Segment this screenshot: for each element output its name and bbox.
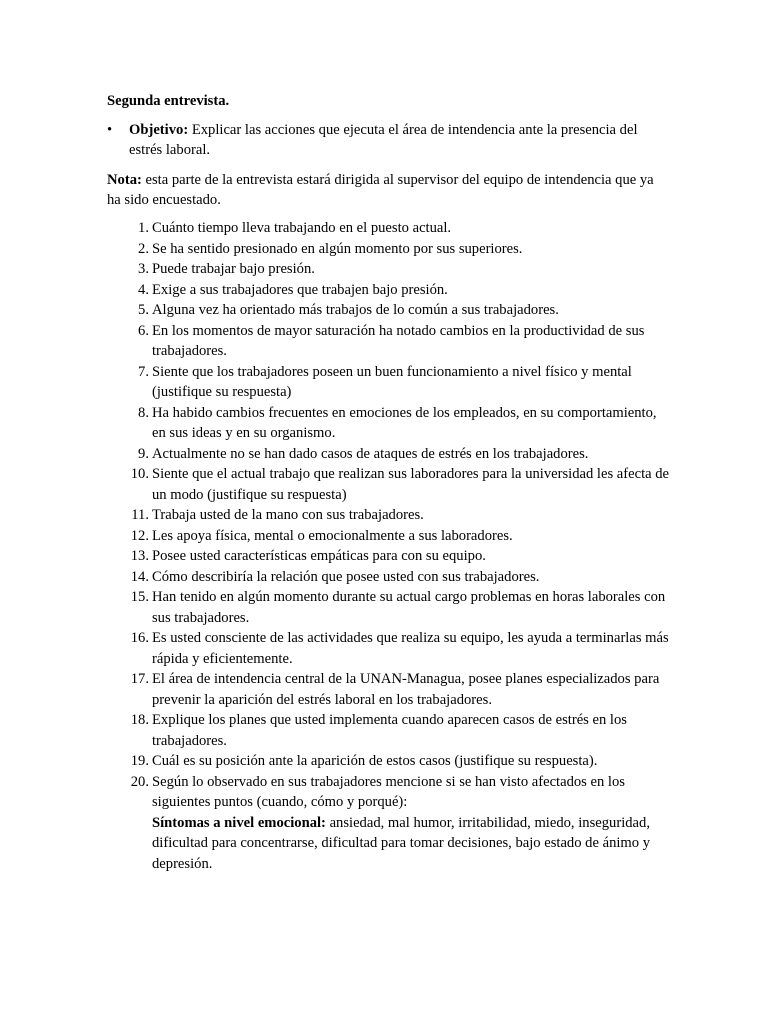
question-text: Cuál es su posición ante la aparición de estos casos (justifique su respuesta). [152,753,598,769]
objective-text-block [129,121,669,160]
question-text: Explique los planes que usted implementa cuando aparecen casos de estrés en los trabajadores. [152,712,627,749]
question-item [125,259,670,280]
question-number: 2. [138,240,149,257]
question-item [125,526,670,547]
question-text: Exige a sus trabajadores que trabajen bajo presión. [152,281,448,298]
question-item [125,239,670,260]
question-number: 14. [130,568,149,585]
question-number: 3. [138,261,149,277]
question-text: Se ha sentido presionado en algún momento por sus superiores. [152,240,523,257]
question-item [125,628,670,669]
question-item [125,218,670,239]
question-number: 6. [138,322,149,339]
section-heading: Segunda entrevista. [107,93,230,109]
question-item [125,669,670,710]
question-text: Es usted consciente de las actividades que realiza su equipo, les ayuda a terminarlas más rápida y eficientemente. [152,630,669,667]
question-number: 13. [130,548,149,564]
question-item [125,587,670,628]
objective-label: Objetivo: [129,122,189,138]
question-item [125,362,670,403]
question-text: Cómo describiría la relación que posee usted con sus trabajadores. [152,568,540,585]
question-number: 10. [130,466,149,482]
symptoms-text: ansiedad, mal humor, irritabilidad, miedo, inseguridad, dificultad para concentrarse, dificultad para tomar decisiones, bajo estado de ánimo y depresión. [152,814,651,872]
question-text: Según lo observado en sus trabajadores mencione si se han visto afectados en los siguientes puntos (cuando, cómo y porqué): [152,773,625,810]
question-text: Actualmente no se han dado casos de ataques de estrés en los trabajadores. [152,445,589,462]
question-number: 1. [138,220,149,236]
question-item [125,567,670,588]
question-text: Trabaja usted de la mano con sus trabajadores. [152,507,424,523]
question-text: Ha habido cambios frecuentes en emociones de los empleados, en su comportamiento, en sus ideas y en su organismo. [152,404,657,441]
question-number: 18. [130,712,149,728]
question-number: 7. [138,363,149,380]
question-text: Cuánto tiempo lleva trabajando en el puesto actual. [152,220,452,236]
question-item [125,444,670,465]
question-item [125,300,670,321]
note-label: Nota: [107,172,142,188]
question-number: 16. [130,630,149,646]
question-number: 8. [138,404,149,421]
question-item [125,403,670,444]
bullet-icon: • [107,122,113,138]
note-text: esta parte de la entrevista estará dirigida al supervisor del equipo de intendencia que ya ha sido encuestado. [107,172,654,208]
question-text: Siente que los trabajadores poseen un buen funcionamiento a nivel físico y mental (justifique su respuesta) [152,363,632,400]
question-item [125,772,670,875]
question-item [125,321,670,362]
question-item [125,280,670,301]
question-text: Alguna vez ha orientado más trabajos de lo común a sus trabajadores. [152,302,559,318]
question-number: 17. [130,671,149,687]
question-text: En los momentos de mayor saturación ha notado cambios en la productividad de sus trabajadores. [152,322,645,359]
note-paragraph [107,170,667,210]
question-item [125,751,670,772]
objective-text: Explicar las acciones que ejecuta el área de intendencia ante la presencia del estrés laboral. [129,122,638,158]
question-text: Han tenido en algún momento durante su actual cargo problemas en horas laborales con sus trabajadores. [152,589,666,626]
question-number: 12. [130,527,149,544]
question-text: Les apoya física, mental o emocionalmente a sus laboradores. [152,527,513,544]
question-list [125,218,670,874]
question-text: Puede trabajar bajo presión. [152,261,315,277]
question-number: 4. [138,281,149,298]
question-text: Siente que el actual trabajo que realizan sus laboradores para la universidad les afecta de un modo (justifique su respuesta) [152,466,670,503]
question-text: El área de intendencia central de la UNAN-Managua, posee planes especializados para prevenir la aparición del estrés laboral en los trabajadores. [152,671,660,708]
question-text: Posee usted características empáticas para con su equipo. [152,548,486,564]
question-number: 15. [130,589,149,605]
symptoms-paragraph [152,813,670,875]
question-number: 19. [130,753,149,769]
symptoms-label: Síntomas a nivel emocional: [152,814,326,831]
question-number: 20. [130,773,149,790]
question-number: 11. [131,507,149,523]
question-item [125,464,670,505]
question-item [125,546,670,567]
question-number: 5. [138,302,149,318]
question-item [125,710,670,751]
question-number: 9. [138,445,149,462]
question-item [125,505,670,526]
